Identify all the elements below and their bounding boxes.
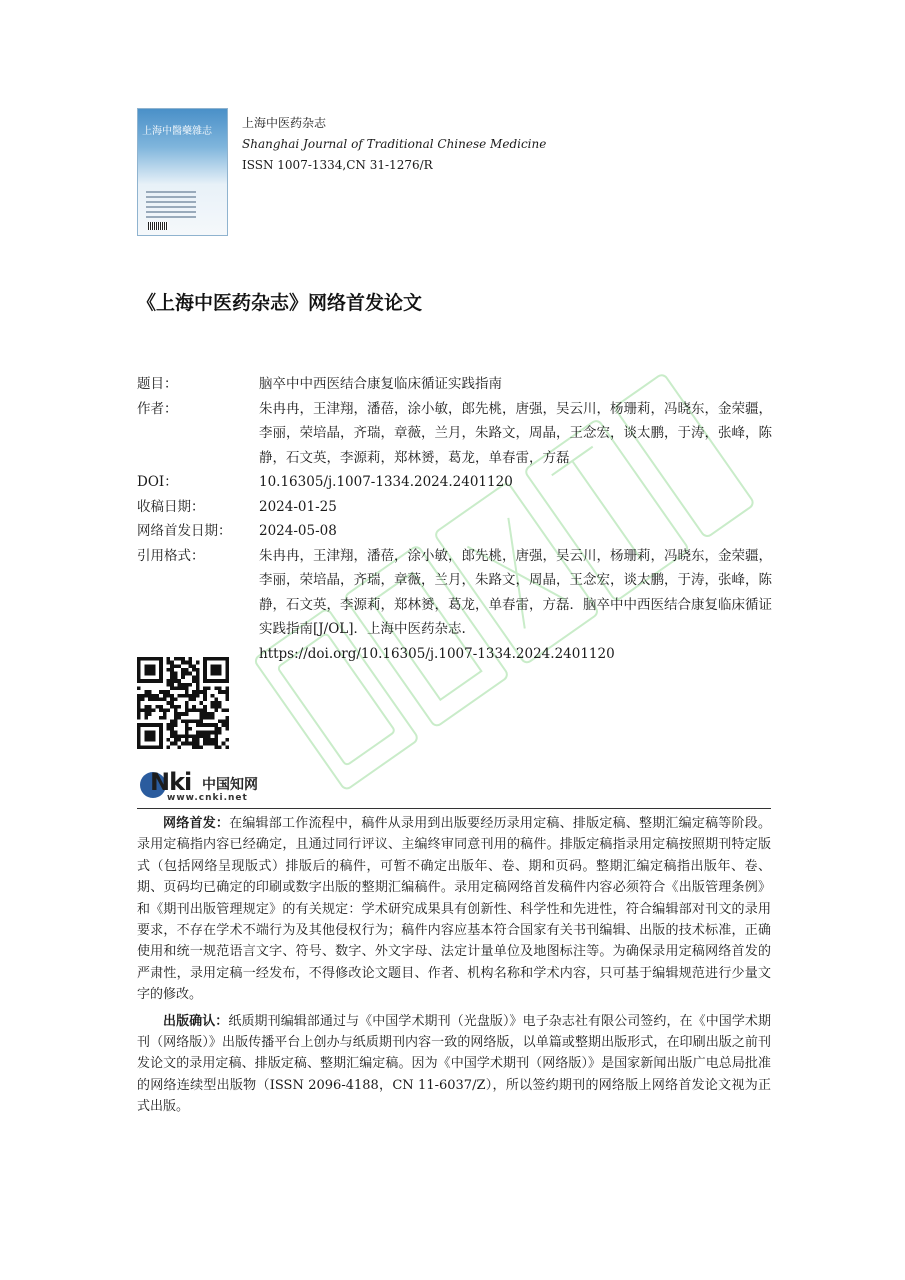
journal-name-cn: 上海中医药杂志 bbox=[242, 116, 327, 130]
meta-row-title bbox=[137, 372, 777, 397]
journal-info bbox=[242, 113, 546, 176]
cnki-url: www.cnki.net bbox=[167, 793, 248, 803]
online-first-label: 网络首发： bbox=[163, 816, 230, 831]
doi-label: DOI： bbox=[137, 474, 178, 490]
publication-text: 纸质期刊编辑部通过与《中国学术期刊（光盘版）》电子杂志社有限公司签约，在《中国学术期刊（网络版）》出版传播平台上创办与纸质期刊内容一致的网络版，以单篇或整期出版形式，在印刷出版之前刊发论文的录用定稿、排版定稿、整期汇编定稿。因为《中国学术期刊（网络版）》是国家新闻出版广电总局批准的网络连续型出版物（ISSN 2096-4188，CN 11-6037/Z），所以签约期刊的网络版上网络首发论文视为正式出版。 bbox=[137, 1013, 771, 1115]
received-value: 2024-01-25 bbox=[259, 498, 337, 515]
citation-doi-link[interactable]: https://doi.org/10.16305/j.1007-1334.2024.2401120 bbox=[259, 645, 615, 662]
title-label: 题目： bbox=[137, 376, 178, 392]
publication-label: 出版确认： bbox=[163, 1013, 229, 1029]
meta-row-received bbox=[137, 495, 777, 520]
divider bbox=[137, 808, 771, 809]
cnki-name-cn: 中国知网 bbox=[202, 777, 258, 793]
online-value: 2024-05-08 bbox=[259, 523, 337, 539]
citation-value bbox=[259, 544, 777, 667]
title-value: 脑卒中中西医结合康复临床循证实践指南 bbox=[259, 376, 502, 392]
qr-code-icon[interactable] bbox=[137, 657, 229, 749]
authors-value: 朱冉冉，王津翔，潘蓓，涂小敏，郎先桃，唐强，吴云川，杨珊莉，冯晓东，金荣疆，李丽，荣培晶，齐瑞，章薇，兰月，朱路文，周晶，王念宏，谈太鹏，于涛，张峰，陈静，石文英，李源莉，郑林赟，葛龙，单春雷，方磊 bbox=[259, 400, 772, 466]
cnki-brand: Nki bbox=[150, 768, 192, 796]
meta-row-authors bbox=[137, 397, 777, 471]
cover-title: 上海中醫藥雜志 bbox=[142, 126, 212, 137]
citation-label: 引用格式： bbox=[137, 547, 205, 564]
meta-row-citation bbox=[137, 544, 777, 667]
online-label: 网络首发日期： bbox=[137, 523, 232, 539]
citation-text: 朱冉冉，王津翔，潘蓓，涂小敏，郎先桃，唐强，吴云川，杨珊莉，冯晓东，金荣疆，李丽，荣培晶，齐瑞，章薇，兰月，朱路文，周晶，王念宏，谈太鹏，于涛，张峰，陈静，石文英，李源莉，郑林赟，葛龙，单春雷，方磊．脑卒中中西医结合康复临床循证实践指南[J/OL]．上海中医药杂志. bbox=[259, 547, 772, 637]
meta-row-online bbox=[137, 519, 777, 544]
doi-value: 10.16305/j.1007-1334.2024.2401120 bbox=[259, 474, 513, 490]
cnki-logo bbox=[140, 770, 270, 806]
online-first-text: 在编辑部工作流程中，稿件从录用到出版要经历录用定稿、排版定稿、整期汇编定稿等阶段。录用定稿指内容已经确定，且通过同行评议、主编终审同意刊用的稿件。排版定稿指录用定稿按照期刊特定版式（包括网络呈现版式）排版后的稿件，可暂不确定出版年、卷、期和页码。整期汇编定稿指出版年、卷、期、页码均已确定的印刷或数字出版的整期汇编稿件。录用定稿网络首发稿件内容必须符合《出版管理条例》和《期刊出版管理规定》的有关规定：学术研究成果具有创新性、科学性和先进性，符合编辑部对刊文的录用要求，不存在学术不端行为及其他侵权行为；稿件内容应基本符合国家有关书刊编辑、出版的技术标准，正确使用和统一规范语言文字、符号、数字、外文字母、法定计量单位及地图标注等。为确保录用定稿网络首发的严肃性，录用定稿一经发布，不得修改论文题目、作者、机构名称和学术内容，只可基于编辑规范进行少量文字的修改。 bbox=[137, 816, 771, 1003]
journal-name-en: Shanghai Journal of Traditional Chinese Medicine bbox=[242, 137, 547, 151]
journal-issn: ISSN 1007-1334,CN 31-1276/R bbox=[242, 158, 433, 172]
received-label: 收稿日期： bbox=[137, 498, 205, 515]
authors-label: 作者： bbox=[137, 400, 178, 417]
meta-row-doi bbox=[137, 470, 777, 495]
cover-contents-lines bbox=[146, 191, 196, 221]
notice-paragraph-publication bbox=[137, 1011, 771, 1118]
notice-paragraph-online-first bbox=[137, 813, 771, 1006]
notice-text bbox=[137, 813, 771, 1118]
journal-cover-image bbox=[137, 108, 228, 236]
page-title: 《上海中医药杂志》网络首发论文 bbox=[137, 292, 423, 314]
article-metadata bbox=[137, 372, 777, 666]
cover-barcode-icon bbox=[148, 222, 168, 230]
